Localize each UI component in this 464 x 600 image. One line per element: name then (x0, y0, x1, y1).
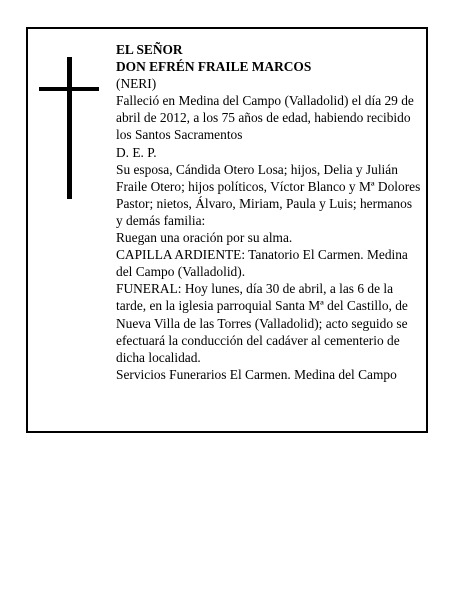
deceased-title: EL SEÑOR (116, 42, 183, 57)
prayer-request: Ruegan una oración por su alma. (116, 230, 293, 246)
chapel-info: CAPILLA ARDIENTE: Tanatorio El Carmen. Medina del Campo (Valladolid). (116, 247, 408, 280)
death-announcement: Falleció en Medina del Campo (Valladolid) el día 29 de abril de 2012, a los 75 años de edad, habiendo recibido los Santos Sacramentos (116, 93, 414, 143)
obituary-frame (26, 27, 428, 433)
cross-horizontal-bar (39, 87, 99, 91)
funeral-services: Servicios Funerarios El Carmen. Medina del Campo (116, 366, 397, 382)
cross-vertical-bar (67, 57, 72, 199)
deceased-nickname: (NERI) (116, 76, 157, 92)
family-list: Su esposa, Cándida Otero Losa; hijos, Delia y Julián Fraile Otero; hijos políticos, Víctor Blanco y Mª Dolores Pastor; nietos, Álvaro, Miriam, Paula y Luis; hermanos y demás familia: (116, 161, 421, 228)
obituary-text (116, 41, 421, 383)
deceased-name: DON EFRÉN FRAILE MARCOS (116, 59, 312, 75)
dep-line: D. E. P. (116, 144, 157, 160)
funeral-info: FUNERAL: Hoy lunes, día 30 de abril, a las 6 de la tarde, en la iglesia parroquial Santa Mª del Castillo, de Nueva Villa de las Torres (Valladolid); acto seguido se efectuará la conducción del cadáver al cementerio de dicha localidad. (116, 281, 408, 365)
